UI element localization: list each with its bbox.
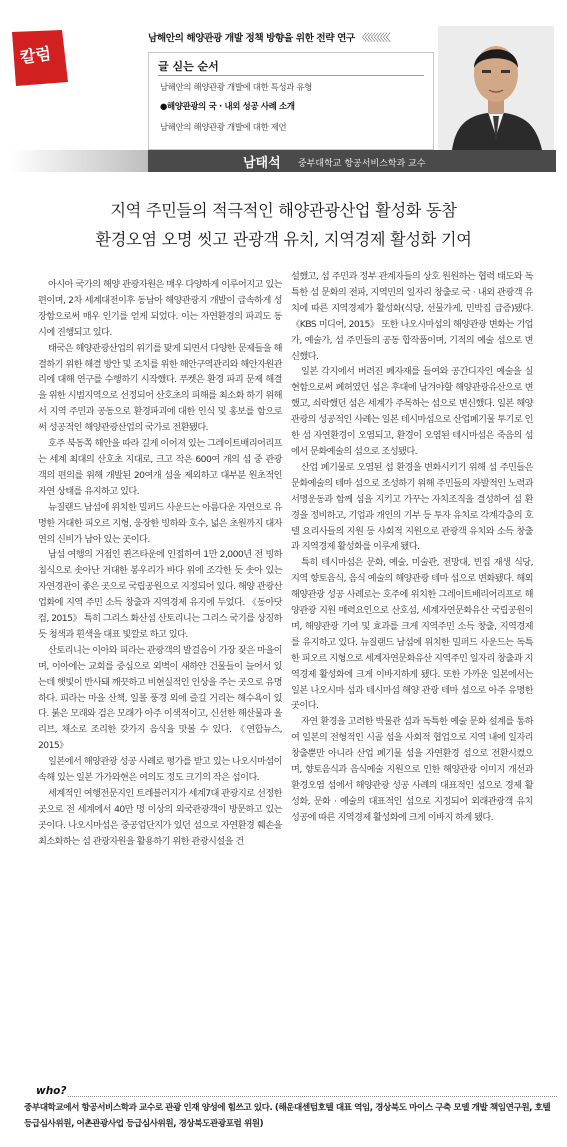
author-photo (438, 26, 554, 150)
who-section (10, 1085, 557, 1099)
paragraph: 일본에서 해양관광 성공 사례로 평가를 받고 있는 나오시마섬이 속해 있는 일본 가가와현은 여의도 정도 크기의 작은 섬이다. (38, 756, 282, 784)
paragraph: 산토리니는 이아와 피라는 관광객의 발걸음이 가장 잦은 마을이며, 이아에는 교회를 중심으로 외벽이 새하얀 건물들이 늘어서 있는데 햇빛이 반사돼 깨끗하고 비현실적인 인상을 주는 곳으로 유명하다. 피라는 마을 산책, 일몰 풍경 외에 즐길 거리는 해수욕이 있다. 붉은 모래와 검은 모래가 아주 이색적이고, 신선한 해산물과 올리브, 채소로 조리한 갖가지 음식을 맛볼 수 있다. 《연합뉴스, 2015》 (38, 644, 282, 752)
column-badge-label: 칼럼 (18, 43, 53, 68)
paragraph: 호주 북동쪽 해안을 따라 길게 이어져 있는 그레이트배리어리프는 세계 최대의 산호초 지대로, 크고 작은 600여 개의 섬 중 관광객의 편의를 위해 개발된 20여개 섬을 제외하고 대부분 원초적인 자연 상태를 유지하고 있다. (38, 438, 282, 497)
paragraph: 특히 테시마섬은 문화, 예술, 미술관, 전망대, 빈집 재생 식당, 지역 향토음식, 음식 예술의 해양관광 테마 섬으로 변화됐다. 해외 해양관광 성공 사례로는 호주에 위치한 그레이트배리어리프로 해양관광 지원 매력요인으로 산호섬, 세계자연문화유산 국립공원이며, 해양관광 기여 및 효과를 크게 지역주민 소득 창출, 지역경제를 유지하고 있다. 뉴질랜드 남섬에 위치한 밀퍼드 사운드는 독특한 피오르 지형으로 세계자연문화유산 지역주민 일자리 창출과 지역경제 활성화에 크게 이바지하게 됐다. 또한 가까운 일본에서는 일본 나오시마 섬과 테시마섬 해양 관광 테마 섬으로 아주 유명한 곳이다. (291, 557, 533, 712)
paragraph: 일본 각지에서 버려진 폐자재를 들여와 공간디자인 예술을 실현함으로써 폐허였던 섬은 후대에 남겨야할 해양관광유산으로 변했고, 쇠락했던 섬은 세계가 주목하는 섬으로 변신했다. 일본 해양관광의 성공적인 사례는 일본 테시마섬으로 산업폐기물 투기로 인한 섬 자연환경이 오염되고, 환경이 오염된 테시마섬은 죽음의 섬에서 문화예술의 섬으로 조성됐다. (291, 366, 533, 457)
paragraph: 세계적인 여행전문지인 트레블러지가 세계7대 관광지로 선정한 곳으로 전 세계에서 40만 명 이상의 외국관광객이 방문하고 있는 곳이다. 나오시마섬은 중공업단지가 있던 섬으로 자연환경 훼손을 최소화하는 섬 관광자원을 활용하기 위한 관광시설을 건 (38, 788, 282, 847)
toc-item-3: 남해안의 해양관광 개발에 대한 제언 (160, 122, 287, 132)
author-name: 남태석 (243, 156, 281, 171)
paragraph: 설했고, 섬 주민과 정부 관계자들의 상호 원원하는 협력 태도와 독특한 섬 문화의 전파, 지역민의 일자리 창출로 국 · 내외 관광객 유치에 따른 지역경제가 활성화(식당, 선물가게, 민박집 급증)됐다. 《KBS 미디어, 2015》 또한 나오시마섬의 해양관광 변화는 기업가, 예술가, 섬 주민들의 공동 합작품이며, 기적의 예술 섬으로 변신했다. (291, 271, 533, 362)
toc-item-1: 남해안의 해양관광 개발에 대한 특성과 유형 (160, 82, 313, 92)
series-title-bar (148, 26, 416, 48)
author-bio: 중부대학교에서 항공서비스학과 교수로 관광 인재 양성에 힘쓰고 있다. (해운대센텀호텔 대표 역임, 경상북도 마이스 구축 모델 개발 책임연구원, 호텔등급심사위원, 어촌관광사업 등급심사위원, 경상북도관광포럼 위원) (24, 1103, 551, 1129)
paragraph: 아시아 국가의 해양 관광자원은 매우 다양하게 이루어지고 있는 편이며, 2차 세계대전이후 동남아 해양관광지 개발이 급속하게 성장함으로써 매우 인기를 얻게 되었다. 이는 자연환경의 파괴도 동시에 진행되고 있다. (38, 279, 282, 338)
author-portrait-icon (438, 26, 554, 150)
author-affiliation: 중부대학교 항공서비스학과 교수 (298, 159, 426, 169)
paragraph: 태국은 해양관광산업의 위기를 맞게 되면서 다양한 문제들을 해결하기 위한 해결 방안 및 조치를 위한 해안구역관리와 해안자원관리에 대해 연구를 수행하기 시작했다. 푸켓은 환경 파괴 문제 해결을 위한 시범지역으로 선정되어 산호초의 피해를 최소화 하기 위해서 지역 주민과 공동으로 환경파괴에 대한 인식 및 홍보를 함으로써 성공적인 해양관광산업의 국가로 전환됐다. (38, 342, 282, 434)
who-divider (68, 1096, 557, 1098)
who-label: who? (36, 1085, 67, 1097)
column-badge (12, 30, 68, 86)
paragraph: 자연 환경을 고려한 박물관 섬과 독특한 예술 문화 설계를 통하여 일본의 전형적인 시골 섬을 사회적 협업으로 지역 내에 일자리 창출뿐만 아니라 산업 폐기물 섬을 자연환경 섬으로 전환시켰으며, 향토음식과 음식예술 지원으로 인한 해양관광 이미지 개선과 환경오염 섬에서 해양관광 성공 사례의 대표적인 섬으로 경제 활성화, 문화 · 예술의 대표적인 섬으로 지정되어 외래관광객 유치 성공에 따른 지역경제 활성화에 크게 이바지 하게 됐다. (291, 716, 533, 823)
paragraph: 뉴질랜드 남섬에 위치한 밀퍼드 사운드는 아름다운 자연으로 유명한 거대한 피오르 지형, 웅장한 빙하와 호수, 넓은 초원까지 대자연의 신비가 남아 있는 곳이다. (38, 501, 282, 545)
paragraph: 남섬 여행의 거점인 퀸즈타운에 인접하여 1만 2,000년 전 빙하 침식으로 솟아난 거대한 봉우리가 바다 위에 조각한 듯 솟아 있는 자연경관이 좋은 곳으로 국립공원으로 지정되어 있다. 해양 관광산업화에 지역 주민 소득 창출과 지역경제 유지에 두었다. 《동아닷컴, 2015》 특히 그리스 화산섬 산토리니는 그리스 국기를 상징하듯 청색과 흰색을 대표 빛깔로 하고 있다. (38, 549, 282, 640)
table-of-contents (148, 52, 434, 150)
toc-heading: 글 싣는 순서 (158, 60, 219, 73)
headline-line-1: 지역 주민들의 적극적인 해양관광산업 활성화 동참 (110, 201, 457, 220)
toc-divider (158, 75, 424, 76)
body-column-left (38, 277, 282, 850)
body-column-right (291, 269, 533, 826)
author-bar-fade (10, 150, 150, 172)
author-bar (148, 150, 556, 172)
series-arrows: 〈〈〈〈〈〈〈〈〈 (356, 33, 389, 44)
headline-line-2: 환경오염 오명 씻고 관광객 유치, 지역경제 활성화 기여 (95, 230, 472, 249)
series-title: 남해안의 해양관광 개발 정책 방향을 위한 전략 연구 (148, 33, 355, 44)
paragraph: 산업 폐기물로 오염된 섬 환경을 변화시키기 위해 섬 주민들은 문화예술의 테마 섬으로 조성하기 위해 주민들의 자발적인 노력과 서명운동과 함께 섬을 지키고 가꾸는 자치조직을 결성하여 섬 환경을 정비하고, 기업과 개인의 기부 등 투자 유치로 각계각층의 호텔 요리사들의 지원 등 사회적 지원으로 관광객 유치와 소득 창출과 지역경제 활성화를 이루게 됐다. (291, 461, 533, 553)
toc-item-2: ●해양관광의 국 · 내외 성공 사례 소개 (160, 101, 295, 111)
